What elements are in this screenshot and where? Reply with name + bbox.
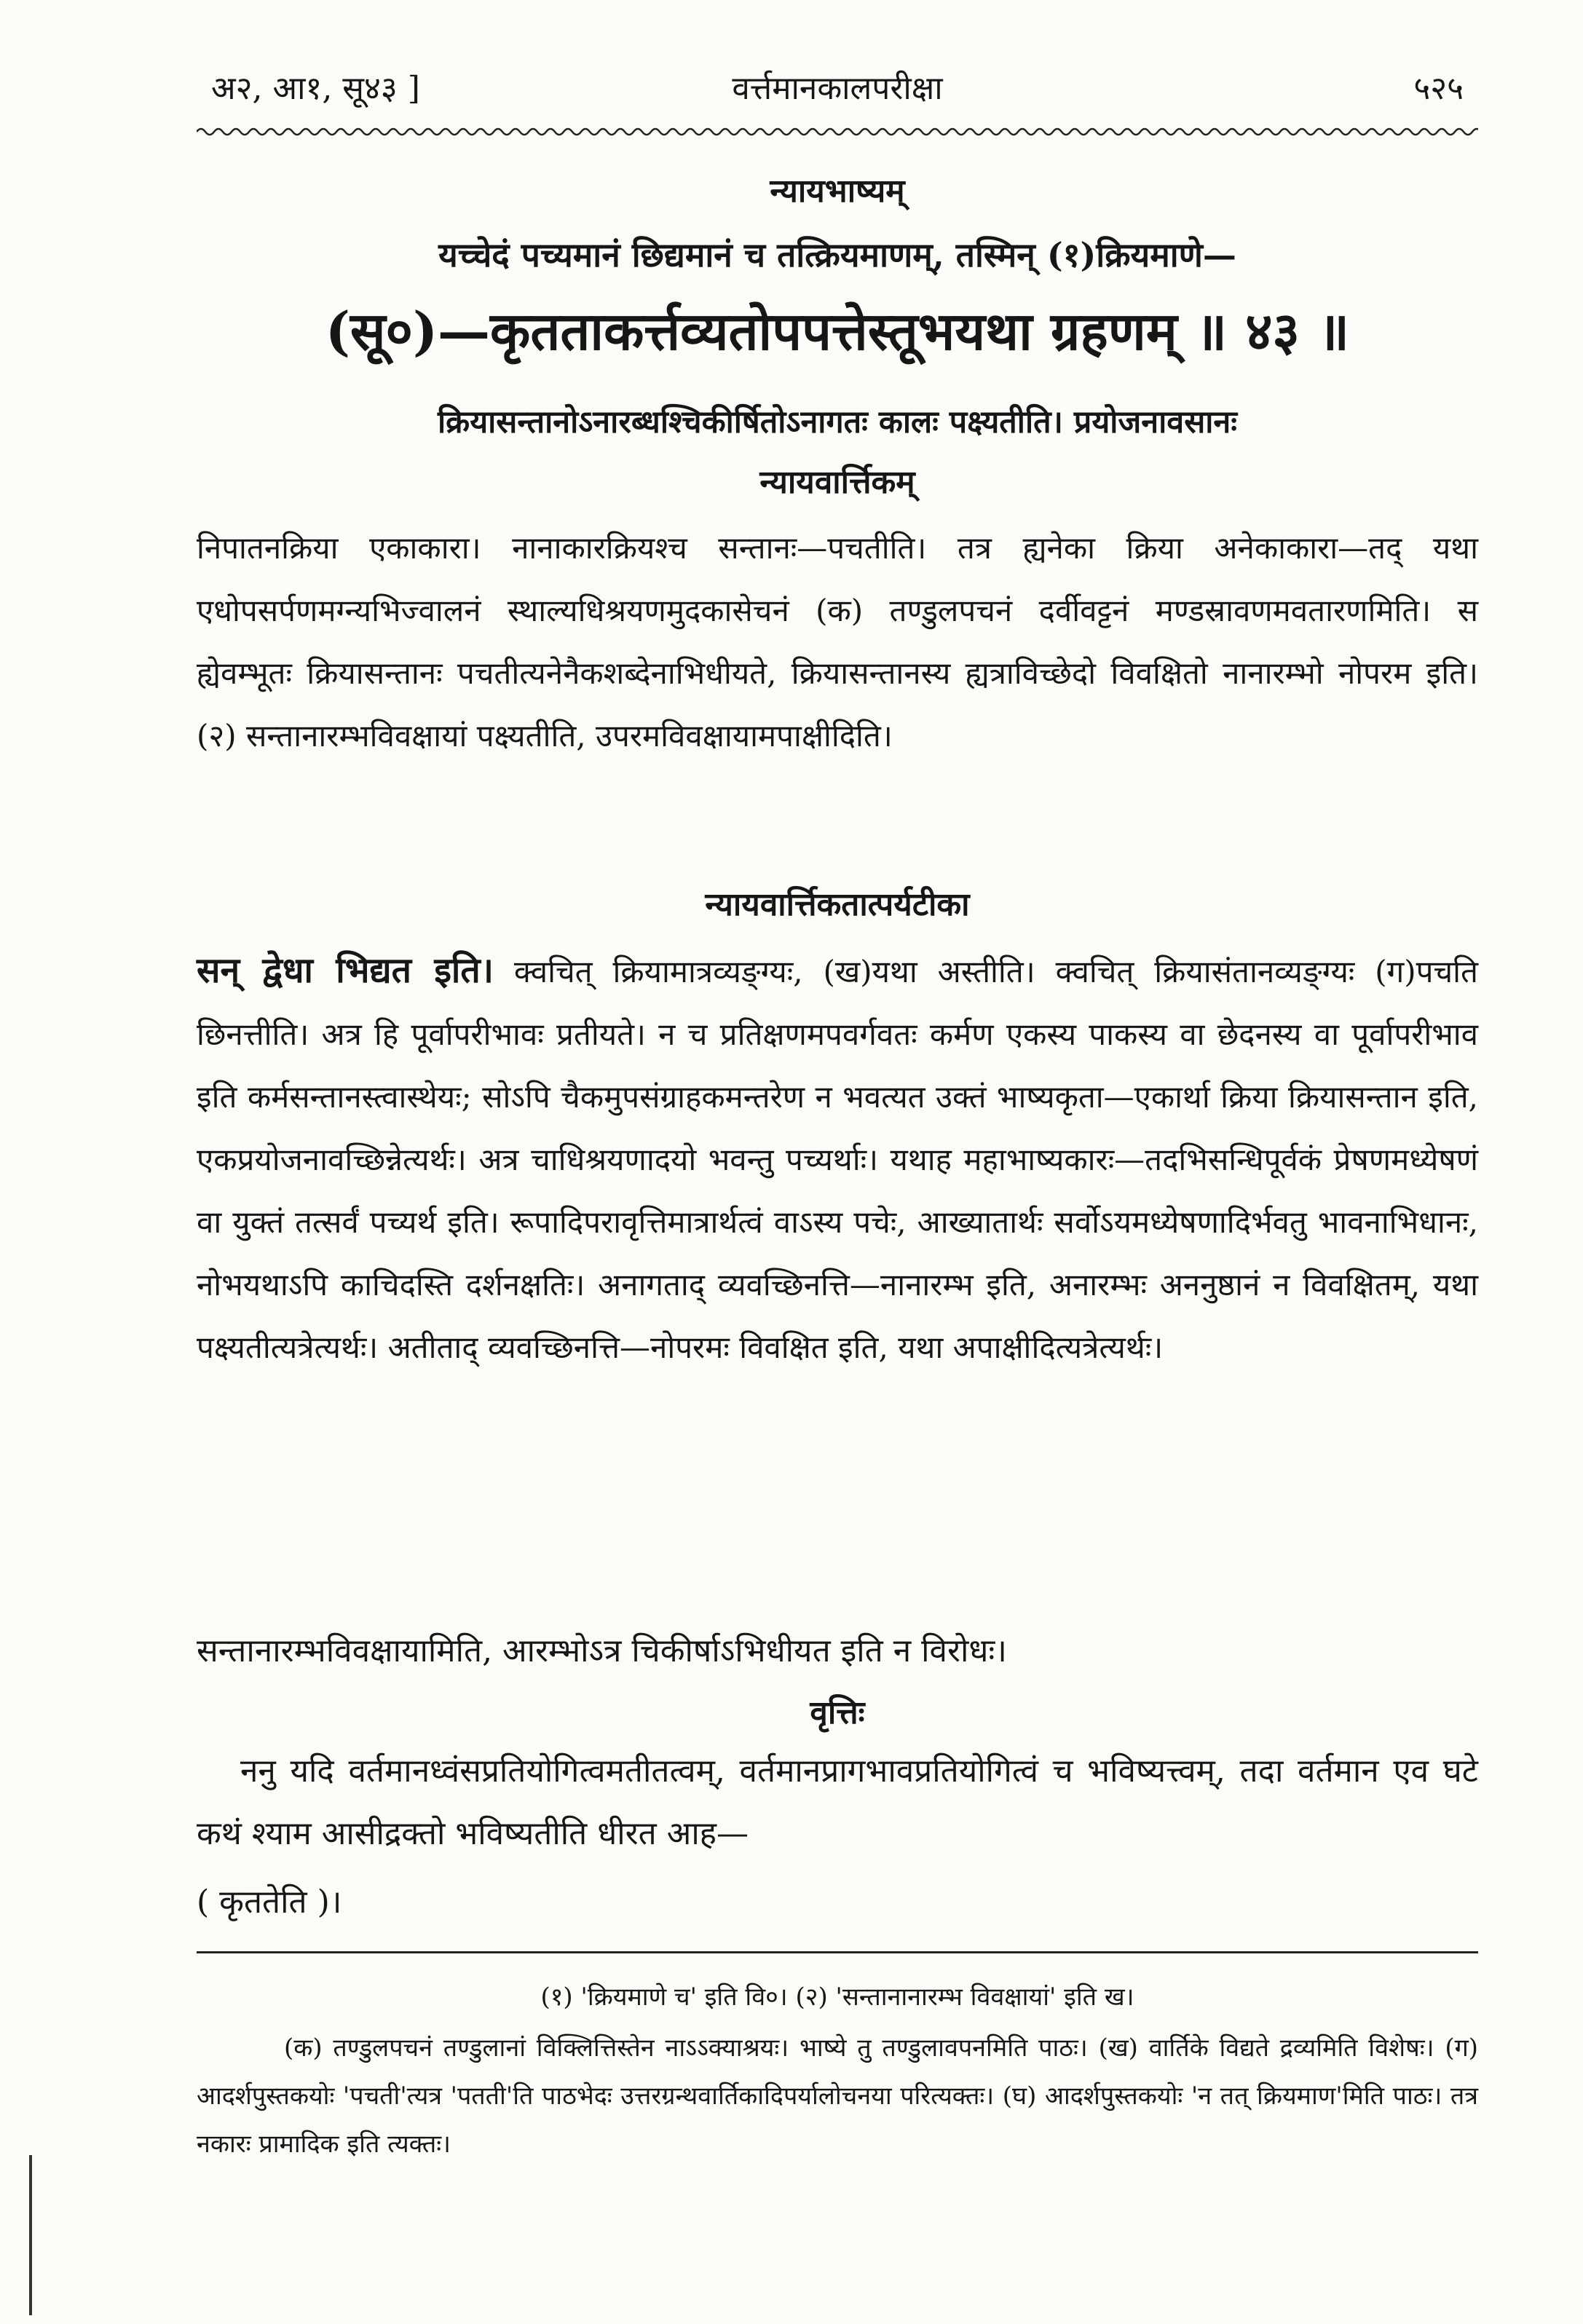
footnote-line-1: (१) 'क्रियमाणे च' इति वि०। (२) 'सन्तानानारम्भ विवक्षायां' इति ख। bbox=[540, 1983, 1134, 2012]
vritti-end: ( कृततेति )। bbox=[197, 1884, 342, 1921]
page-number: ५२५ bbox=[1413, 70, 1464, 107]
sutra-text: (सू०)—कृतताकर्त्तव्यतोपपत्तेस्तूभयथा ग्रहणम् ॥ ४३ ॥ bbox=[325, 300, 1350, 362]
binding-edge-mark bbox=[29, 2155, 32, 2315]
footnote-separator bbox=[197, 1951, 1478, 1953]
nyayavartika-text: निपातनक्रिया एकाकारा। नानाकारक्रियश्च सन्तानः—पचतीति। तत्र ह्यनेका क्रिया अनेकाकारा—तद् यथा एधोपसर्पणमग्न्यभिज्वालनं स्थाल्यधिश्रयणमुदकासेचनं (क) तण्डुलपचनं दर्वीवट्टनं मण्डस्रावणमवतारणमिति। स ह्येवम्भूतः क्रियासन्तानः पचतीत्यनेनैकशब्देनाभिधीयते, क्रियासन्तानस्य ह्यत्राविच्छेदो विवक्षितो नानारम्भो नोपरम इति। (२) सन्तानारम्भविवक्षायां पक्ष्यतीति, उपरमविवक्षायामपाक्षीदिति। bbox=[197, 530, 1478, 754]
tika-lead: सन् द्वेधा भिद्यत इति। bbox=[197, 950, 494, 991]
nyayabhashya-text: क्रियासन्तानोऽनारब्धश्चिकीर्षितोऽनागतः कालः पक्ष्यतीति। प्रयोजनावसानः bbox=[438, 404, 1237, 440]
vritti-text: ननु यदि वर्तमानध्वंसप्रतियोगित्वमतीतत्वम्, वर्तमानप्रागभावप्रतियोगित्वं च भविष्यत्त्वम्, तदा वर्तमान एव घटे कथं श्याम आसीद्रक्तो भविष्यतीति धीरत आह— bbox=[197, 1752, 1478, 1852]
header-section-ref: अ२, आ१, सू४३ ] bbox=[211, 70, 420, 107]
header-title: वर्त्तमानकालपरीक्षा bbox=[732, 70, 943, 107]
nyayabhashya-heading: न्यायभाष्यम् bbox=[770, 173, 905, 210]
tika-heading: न्यायवार्त्तिकतात्पर्यटीका bbox=[705, 886, 970, 923]
header-wavy-rule bbox=[197, 125, 1478, 138]
running-header bbox=[197, 60, 1478, 118]
vritti-heading: वृत्तिः bbox=[810, 1694, 865, 1731]
page bbox=[197, 51, 1478, 2293]
tika-closing: सन्तानारम्भविवक्षायामिति, आरम्भोऽत्र चिकीर्षाऽभिधीयत इति न विरोधः। bbox=[197, 1632, 1007, 1669]
nyayabhashya-intro: यच्चेदं पच्यमानं छिद्यमानं च तत्क्रियमाणम्, तस्मिन् (१)क्रियमाणे— bbox=[438, 235, 1236, 274]
footnote-line-2: (क) तण्डुलपचनं तण्डुलानां विक्लित्तिस्तेन नाऽऽक्याश्रयः। भाष्ये तु तण्डुलावपनमिति पाठः। (ख) वार्तिके विद्यते द्रव्यमिति विशेषः। (ग) आदर्शपुस्तकयोः 'पचती'त्यत्र 'पतती'ति पाठभेदः उत्तरग्रन्थवार्तिकादिपर्यालोचनया परित्यक्तः। (घ) आदर्शपुस्तकयोः 'न तत् क्रियमाण'मिति पाठः। तत्र नकारः प्रामादिक इति त्यक्तः। bbox=[197, 2034, 1478, 2159]
tika-text: क्वचित् क्रियामात्रव्यङ्ग्यः, (ख)यथा अस्तीति। क्वचित् क्रियासंतानव्यङ्ग्यः (ग)पचति छिनत्तीति। अत्र हि पूर्वापरीभावः प्रतीयते। न च प्रतिक्षणमपवर्गवतः कर्मण एकस्य पाकस्य वा छेदनस्य वा पूर्वापरीभाव इति कर्मसन्तानस्त्वास्थेयः; सोऽपि चैकमुपसंग्राहकमन्तरेण न भवत्यत उक्तं भाष्यकृता—एकार्था क्रिया क्रियासन्तान इति, एकप्रयोजनावच्छिन्नेत्यर्थः। अत्र चाधिश्रयणादयो भवन्तु पच्यर्थाः। यथाह महाभाष्यकारः—तदभिसन्धिपूर्वकं प्रेषणमध्येषणं वा युक्तं तत्सर्वं पच्यर्थ इति। रूपादिपरावृत्तिमात्रार्थत्वं वाऽस्य पचेः, आख्यातार्थः सर्वोऽयमध्येषणादिर्भवतु भावनाभिधानः, नोभयथाऽपि काचिदस्ति दर्शनक्षतिः। अनागताद् व्यवच्छिनत्ति—नानारम्भ इति, अनारम्भः अननुष्ठानं न विवक्षितम्, यथा पक्ष्यतीत्यत्रेत्यर्थः। अतीताद् व्यवच्छिनत्ति—नोपरमः विवक्षित इति, यथा अपाक्षीदित्यत्रेत्यर्थः। bbox=[197, 954, 1478, 1365]
tika-paragraph bbox=[197, 939, 1478, 1379]
nyayavartika-heading: न्यायवार्त्तिकम् bbox=[759, 464, 915, 501]
